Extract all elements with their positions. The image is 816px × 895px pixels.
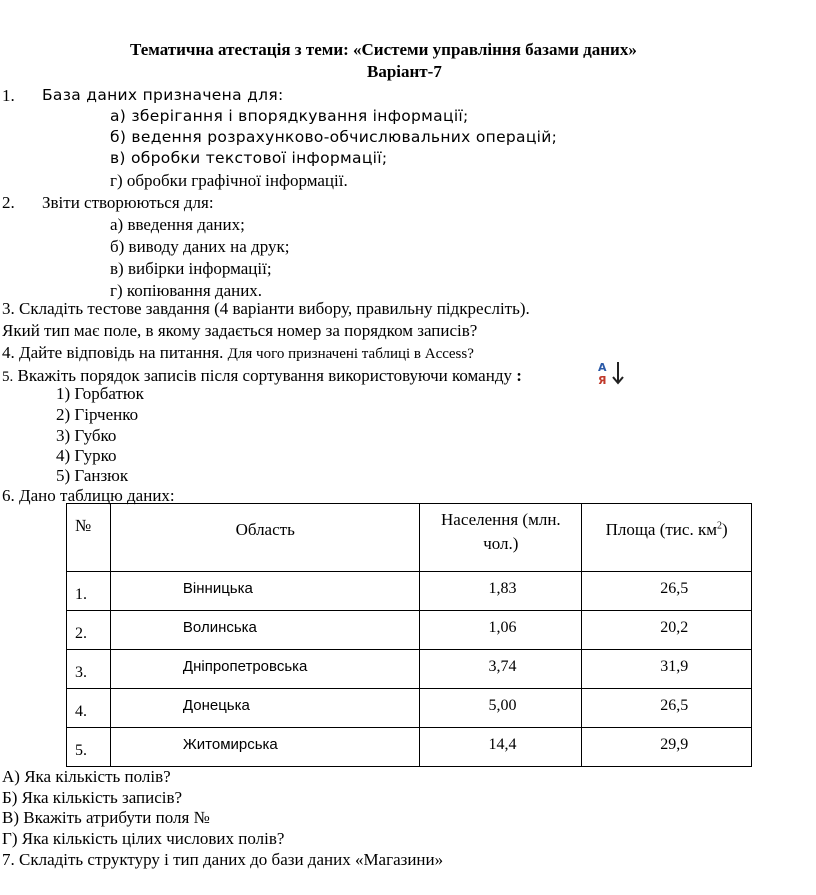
q1-option-b: б) ведення розрахунково-обчислювальних операцій;: [110, 128, 558, 146]
cell-region-text: Донецька: [182, 697, 250, 714]
header-area: [582, 504, 752, 572]
header-area-text: Площа (тис. км: [605, 520, 717, 539]
cell-population-text: 1,83: [488, 580, 517, 597]
cell-number: [67, 689, 111, 728]
q2-option-d: г) копіювання даних.: [110, 281, 263, 300]
q3-line-1: 3. Складіть тестове завдання (4 варіанти вибору, правильну підкресліть).: [2, 299, 530, 318]
q2-option-c: в) вибірки інформації;: [110, 259, 272, 278]
cell-number: [67, 572, 111, 611]
header-number-label: №: [75, 516, 92, 535]
cell-population-text: 3,74: [488, 658, 517, 675]
cell-population-text: 5,00: [488, 697, 517, 714]
cell-population: [420, 611, 582, 650]
cell-region-text: Дніпропетровська: [182, 658, 308, 675]
cell-region: [110, 611, 420, 650]
cell-area-text: 26,5: [660, 580, 689, 597]
sort-icon-letter-top: А: [598, 361, 607, 374]
cell-area: [582, 728, 752, 767]
header-population-line1: Населення (млн.: [441, 510, 561, 529]
q2-option-b: б) виводу даних на друк;: [110, 237, 290, 256]
q5-colon: :: [516, 366, 522, 385]
q1-option-d: г) обробки графічної інформації.: [110, 171, 348, 190]
q5-prefix: 5.: [2, 369, 14, 385]
cell-number-text: 1.: [75, 586, 87, 603]
cell-number: [67, 728, 111, 767]
cell-number-text: 2.: [75, 625, 87, 642]
cell-area: [582, 611, 752, 650]
table-row: [67, 689, 752, 728]
cell-population-text: 14,4: [488, 736, 517, 753]
q5-item-4: 4) Гурко: [56, 446, 117, 465]
header-area-superscript: 2: [716, 520, 722, 532]
q5-line: [2, 366, 522, 386]
cell-population: [420, 650, 582, 689]
table-header-row: [67, 504, 752, 572]
q4-line: [2, 343, 474, 363]
q5-item-1: 1) Горбатюк: [56, 384, 144, 403]
cell-area: [582, 689, 752, 728]
q7-text: 7. Складіть структуру і тип даних до бази даних «Магазини»: [2, 850, 444, 869]
table-row: [67, 650, 752, 689]
cell-population-text: 1,06: [488, 619, 517, 636]
cell-region: [110, 689, 420, 728]
q1-number: 1.: [2, 86, 15, 105]
page-title: Тематична атестація з теми: «Системи управління базами даних»: [130, 40, 637, 59]
cell-region: [110, 572, 420, 611]
q2-option-a: а) введення даних;: [110, 215, 245, 234]
table-row: [67, 728, 752, 767]
cell-area: [582, 572, 752, 611]
table-row: [67, 611, 752, 650]
cell-population: [420, 572, 582, 611]
subquestion-c: В) Вкажіть атрибути поля №: [2, 808, 210, 827]
variant-label: Варіант-7: [367, 62, 442, 81]
q2-text: Звіти створюються для:: [42, 193, 214, 212]
cell-number: [67, 611, 111, 650]
cell-number-text: 4.: [75, 703, 87, 720]
cell-region-text: Вінницька: [182, 580, 253, 597]
header-area-paren: ): [721, 520, 728, 539]
header-region: [110, 504, 420, 572]
q4-question: Для чого призначені таблиці в Access?: [227, 346, 474, 362]
cell-region: [110, 650, 420, 689]
cell-region-text: Волинська: [182, 619, 257, 636]
cell-region: [110, 728, 420, 767]
q1-option-c: в) обробки текстової інформації;: [110, 149, 388, 167]
cell-number: [67, 650, 111, 689]
q2-number: 2.: [2, 193, 15, 212]
q3-line-2: Який тип має поле, в якому задається номер за порядком записів?: [2, 321, 478, 340]
cell-area-text: 20,2: [660, 619, 689, 636]
cell-area-text: 26,5: [660, 697, 689, 714]
cell-area-text: 29,9: [660, 736, 689, 753]
cell-area-text: 31,9: [660, 658, 689, 675]
cell-number-text: 3.: [75, 664, 87, 681]
header-population: [420, 504, 582, 572]
header-number: [67, 504, 111, 572]
q5-item-2: 2) Гірченко: [56, 405, 139, 424]
cell-region-text: Житомирська: [182, 736, 278, 753]
table-row: [67, 572, 752, 611]
sort-ascending-icon: [596, 360, 626, 386]
subquestion-b: Б) Яка кількість записів?: [2, 788, 183, 807]
q1-text: База даних призначена для:: [42, 86, 284, 104]
q5-text: Вкажіть порядок записів після сортування використовуючи команду: [17, 366, 512, 385]
q1-option-a: а) зберігання і впорядкування інформації;: [110, 107, 469, 125]
q6-text: 6. Дано таблицю даних:: [2, 486, 175, 505]
subquestion-a: А) Яка кількість полів?: [2, 767, 171, 786]
cell-population: [420, 689, 582, 728]
sort-icon-letter-bottom: Я: [598, 374, 607, 386]
regions-table: [66, 503, 752, 767]
cell-population: [420, 728, 582, 767]
q4-prefix: 4. Дайте відповідь на питання.: [2, 343, 224, 362]
header-region-label: Область: [235, 520, 295, 539]
subquestion-d: Г) Яка кількість цілих числових полів?: [2, 829, 285, 848]
cell-area: [582, 650, 752, 689]
q5-item-5: 5) Ганзюк: [56, 466, 129, 485]
header-area-label: [582, 520, 751, 540]
cell-number-text: 5.: [75, 742, 87, 759]
q5-item-3: 3) Губко: [56, 426, 117, 445]
header-population-line2: чол.): [483, 534, 519, 553]
